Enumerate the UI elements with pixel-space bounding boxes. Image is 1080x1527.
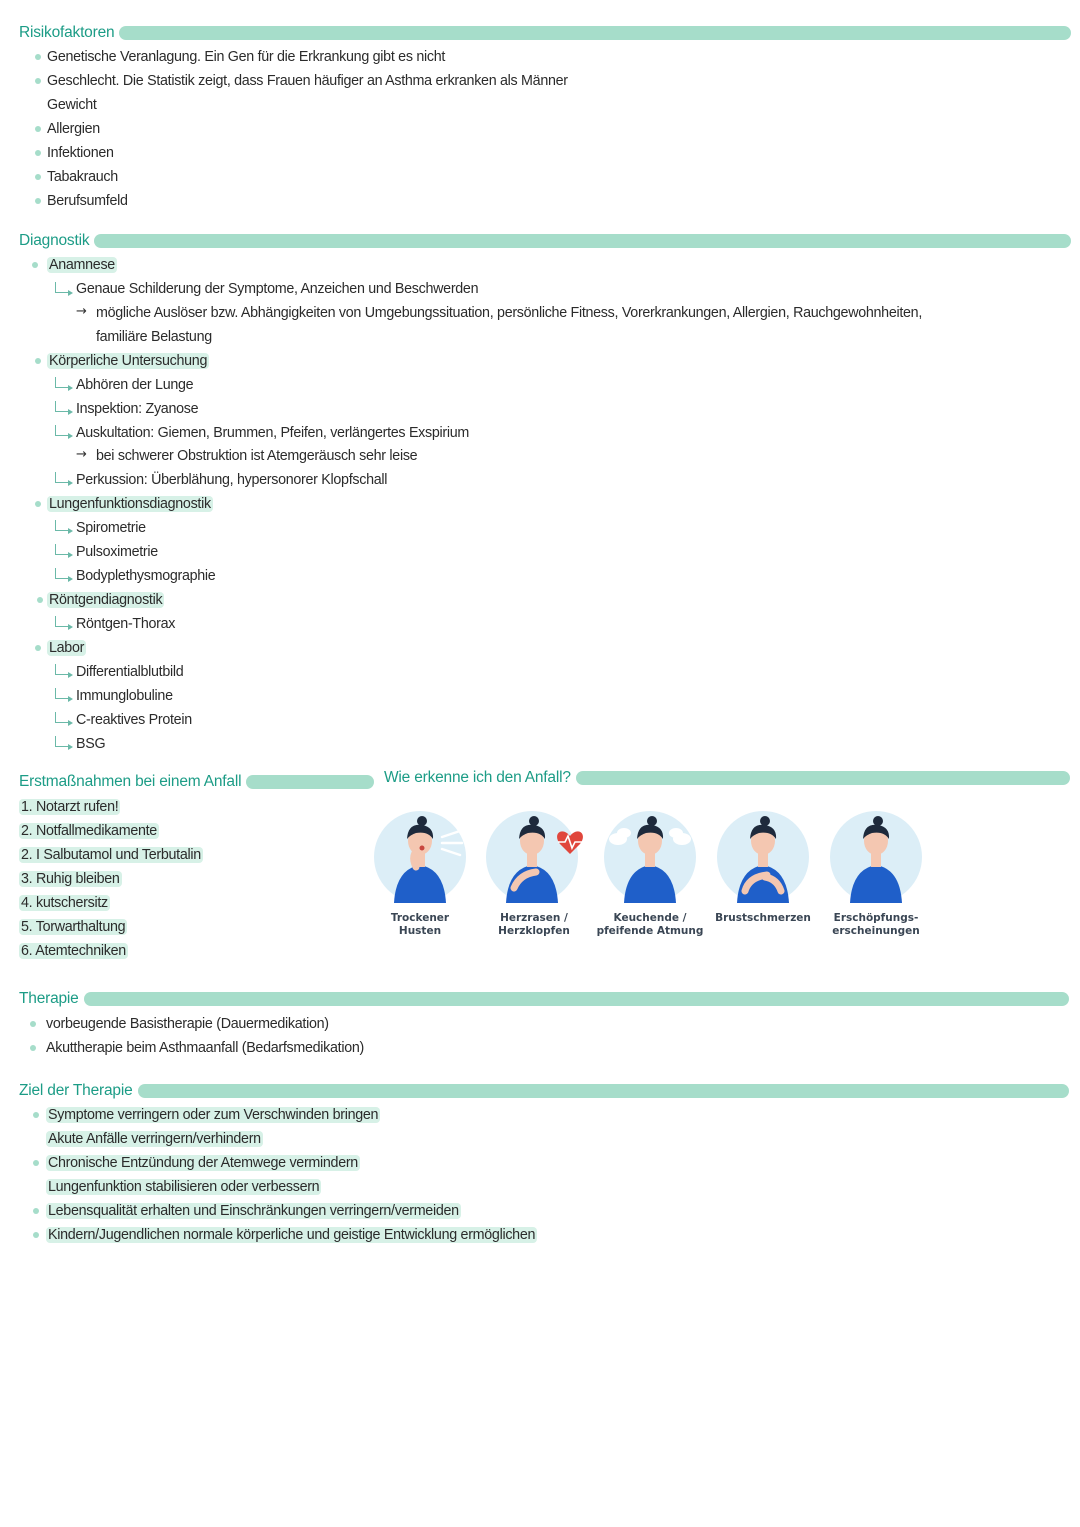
sub-arrow-icon xyxy=(55,425,69,436)
list-item: vorbeugende Basistherapie (Dauermedikation) xyxy=(46,1016,329,1032)
detail-text: mögliche Auslöser bzw. Abhängigkeiten von Umgebungssituation, persönliche Fitness, Vorerkrankungen, Allergien, Rauchgewohnheiten, xyxy=(96,305,923,321)
bullet-dot xyxy=(35,54,41,60)
list-item: Gewicht xyxy=(47,97,97,113)
list-item xyxy=(19,846,203,864)
section-bar xyxy=(576,771,1070,785)
sub-arrow-icon xyxy=(55,736,69,747)
bullet-dot xyxy=(35,501,41,507)
sub-arrow-icon xyxy=(55,377,69,388)
highlighted-label: Anamnese xyxy=(49,257,115,273)
highlighted-label: 4. kutschersitz xyxy=(21,895,108,911)
highlighted-label: Symptome verringern oder zum Verschwinden bringen xyxy=(48,1107,379,1123)
list-item: Genetische Veranlagung. Ein Gen für die Erkrankung gibt es nicht xyxy=(47,49,446,65)
list-item xyxy=(19,918,127,936)
list-item: Akuttherapie beim Asthmaanfall (Bedarfsmedikation) xyxy=(46,1040,364,1056)
list-item xyxy=(19,822,159,840)
bullet-dot xyxy=(32,262,38,268)
bullet-dot xyxy=(30,1021,36,1027)
sub-arrow-icon xyxy=(55,544,69,555)
section-header-erstmassnahmen xyxy=(19,771,374,793)
highlighted-label: Lungenfunktion stabilisieren oder verbessern xyxy=(48,1179,320,1195)
list-item xyxy=(19,798,120,816)
sub-arrow-icon xyxy=(55,520,69,531)
bullet-dot xyxy=(35,78,41,84)
highlighted-label: 2. I Salbutamol und Terbutalin xyxy=(21,847,201,863)
list-item: Infektionen xyxy=(47,145,114,161)
section-title: Erstmaßnahmen bei einem Anfall xyxy=(19,773,242,790)
list-item xyxy=(47,256,117,274)
highlighted-label: Labor xyxy=(49,640,85,656)
sub-arrow-icon xyxy=(55,282,69,293)
highlighted-label: Körperliche Untersuchung xyxy=(49,353,208,369)
highlighted-label: Akute Anfälle verringern/verhindern xyxy=(48,1131,261,1147)
list-item xyxy=(46,1202,461,1220)
exhausted-woman-icon xyxy=(828,803,924,907)
highlighted-label: Chronische Entzündung der Atemwege vermindern xyxy=(48,1155,358,1171)
sub-item: BSG xyxy=(76,736,106,752)
section-bar xyxy=(84,992,1069,1006)
section-header-diagnostik xyxy=(19,230,1071,252)
list-item xyxy=(47,352,209,370)
sub-arrow-icon xyxy=(55,688,69,699)
highlighted-label: 2. Notfallmedikamente xyxy=(21,823,157,839)
bullet-dot xyxy=(35,174,41,180)
highlighted-label: 5. Torwarthaltung xyxy=(21,919,126,935)
chest-pain-woman-icon xyxy=(715,807,811,907)
sub-item: Inspektion: Zyanose xyxy=(76,401,199,417)
section-title: Risikofaktoren xyxy=(19,24,115,41)
list-item xyxy=(46,1106,380,1124)
bullet-dot xyxy=(33,1160,39,1166)
bullet-dot xyxy=(35,645,41,651)
sub-item: C-reaktives Protein xyxy=(76,712,192,728)
highlighted-label: 6. Atemtechniken xyxy=(21,943,126,959)
highlighted-label: 3. Ruhig bleiben xyxy=(21,871,120,887)
symptom-caption: Herzrasen / Herzklopfen xyxy=(498,912,570,937)
bullet-dot xyxy=(35,358,41,364)
section-title: Diagnostik xyxy=(19,232,90,249)
list-item xyxy=(47,591,164,609)
bullet-dot xyxy=(35,198,41,204)
sub-arrow-icon xyxy=(55,712,69,723)
section-title: Therapie xyxy=(19,990,79,1007)
highlighted-label: Kindern/Jugendlichen normale körperliche und geistige Entwicklung ermöglichen xyxy=(48,1227,536,1243)
bullet-dot xyxy=(37,597,43,603)
list-item xyxy=(46,1226,537,1244)
section-title: Wie erkenne ich den Anfall? xyxy=(384,769,571,786)
arrow-right-icon: → xyxy=(76,304,87,319)
detail-text: familiäre Belastung xyxy=(96,329,212,345)
list-item xyxy=(46,1178,321,1196)
highlighted-label: 1. Notarzt rufen! xyxy=(21,799,119,815)
section-header-ziel xyxy=(19,1080,1069,1102)
sub-arrow-icon xyxy=(55,568,69,579)
sub-arrow-icon xyxy=(55,401,69,412)
heart-racing-woman-icon xyxy=(486,800,586,907)
sub-item: Immunglobuline xyxy=(76,688,173,704)
list-item xyxy=(19,870,122,888)
list-item xyxy=(46,1154,360,1172)
sub-item: Perkussion: Überblähung, hypersonorer Klopfschall xyxy=(76,472,388,488)
sub-item: Differentialblutbild xyxy=(76,664,184,680)
list-item xyxy=(46,1130,263,1148)
list-item: Tabakrauch xyxy=(47,169,118,185)
sub-arrow-icon xyxy=(55,616,69,627)
symptom-caption: Trockener Husten xyxy=(390,912,450,937)
sub-item: Auskultation: Giemen, Brummen, Pfeifen, verlängertes Exspirium xyxy=(76,425,470,441)
section-bar xyxy=(94,234,1071,248)
bullet-dot xyxy=(33,1232,39,1238)
section-bar xyxy=(138,1084,1070,1098)
bullet-dot xyxy=(30,1045,36,1051)
symptom-caption: Keuchende / pfeifende Atmung xyxy=(596,912,704,937)
detail-text: bei schwerer Obstruktion ist Atemgeräusch sehr leise xyxy=(96,448,418,464)
list-item: Berufsumfeld xyxy=(47,193,128,209)
symptom-caption: Brustschmerzen xyxy=(715,912,811,924)
section-header-risikofaktoren xyxy=(19,22,1071,44)
sub-item: Pulsoximetrie xyxy=(76,544,158,560)
sub-item: Bodyplethysmographie xyxy=(76,568,216,584)
section-header-anfall xyxy=(384,767,1070,789)
sub-item: Spirometrie xyxy=(76,520,146,536)
sub-item: Abhören der Lunge xyxy=(76,377,194,393)
bullet-dot xyxy=(35,126,41,132)
list-item: Allergien xyxy=(47,121,100,137)
sub-item: Röntgen-Thorax xyxy=(76,616,176,632)
bullet-dot xyxy=(33,1208,39,1214)
list-item xyxy=(19,894,110,912)
highlighted-label: Lungenfunktionsdiagnostik xyxy=(49,496,211,512)
arrow-right-icon: → xyxy=(76,447,87,462)
list-item xyxy=(47,639,86,657)
sub-arrow-icon xyxy=(55,664,69,675)
highlighted-label: Lebensqualität erhalten und Einschränkungen verringern/vermeiden xyxy=(48,1203,459,1219)
sub-arrow-icon xyxy=(55,472,69,483)
list-item: Geschlecht. Die Statistik zeigt, dass Frauen häufiger an Asthma erkranken als Männer xyxy=(47,73,568,89)
section-bar xyxy=(246,775,374,789)
list-item xyxy=(47,495,213,513)
bullet-dot xyxy=(33,1112,39,1118)
wheezing-woman-icon xyxy=(602,803,698,907)
section-title: Ziel der Therapie xyxy=(19,1082,133,1099)
symptom-caption: Erschöpfungs- erscheinungen xyxy=(832,912,920,937)
highlighted-label: Röntgendiagnostik xyxy=(49,592,163,608)
sub-item: Genaue Schilderung der Symptome, Anzeichen und Beschwerden xyxy=(76,281,479,297)
coughing-woman-icon xyxy=(372,807,468,907)
list-item xyxy=(19,942,128,960)
section-bar xyxy=(119,26,1071,40)
section-header-therapie xyxy=(19,988,1069,1010)
bullet-dot xyxy=(35,150,41,156)
